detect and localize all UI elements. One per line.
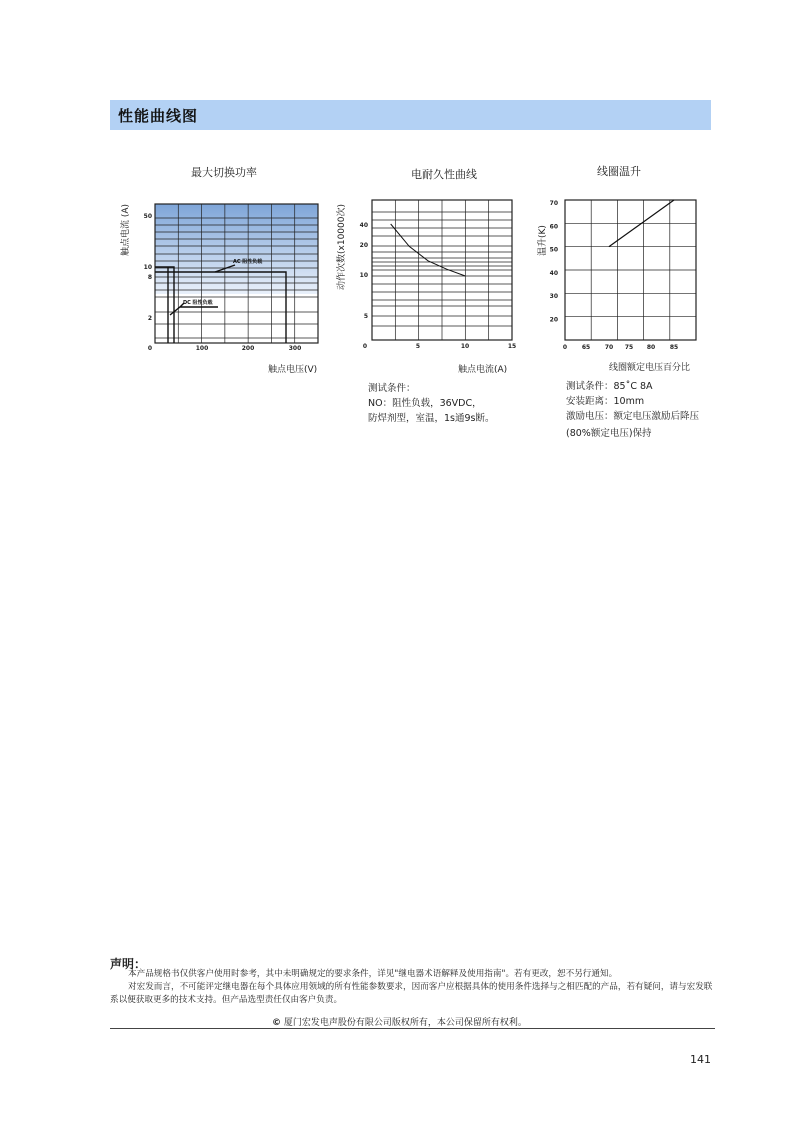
endurance-cond-line: NO：阻性负载，36VDC， (368, 398, 482, 409)
temp-cond-line: 安装距离：10mm (566, 396, 645, 407)
temp-ytick: 30 (549, 293, 558, 301)
temp-ytick: 60 (549, 223, 558, 231)
temp-ytick: 50 (549, 246, 558, 254)
power-ytick: 50 (143, 213, 152, 220)
temp-chart (548, 192, 708, 354)
power-chart-title: 最大切换功率 (191, 166, 257, 179)
declaration-paragraph-1: 本产品规格书仅供客户使用时参考，其中未明确规定的要求条件，详见"继电器术语解释及使用指南"。若有更改，恕不另行通知。 (128, 969, 618, 979)
endurance-chart (355, 192, 520, 354)
endurance-ytick: 20 (359, 242, 368, 249)
endurance-ytick: 10 (359, 272, 368, 279)
section-header (110, 100, 711, 130)
temp-ytick: 40 (549, 269, 558, 277)
temp-cond-line: 激励电压：额定电压激励后降压 (566, 411, 700, 422)
declaration-paragraph-2: 对宏发而言，不可能评定继电器在每个具体应用领域的所有性能参数要求，因而客户应根据具体的使用条件选择与之相匹配的产品，若有疑问，请与宏发联系以便获取更多的技术支持。但产品选型责任仅由客户负责。 (110, 982, 713, 1005)
power-ac-label: AC 阻性负载 (233, 259, 263, 265)
power-xtick: 200 (241, 345, 255, 352)
temp-xtick: 75 (624, 344, 634, 351)
endurance-chart-title: 电耐久性曲线 (411, 168, 477, 181)
copyright-line (272, 1015, 527, 1028)
endurance-xtick: 5 (415, 343, 421, 350)
temp-xtick: 0 (562, 344, 568, 351)
power-ytick: 10 (143, 264, 152, 271)
endurance-xtick: 10 (460, 343, 470, 350)
temp-chart-xlabel: 线圈额定电压百分比 (609, 363, 691, 373)
temp-conditions (566, 379, 699, 441)
copyright-text: 厦门宏发电声股份有限公司版权所有，本公司保留所有权利。 (283, 1018, 527, 1028)
power-xtick: 300 (288, 345, 302, 352)
power-chart (140, 195, 325, 355)
temp-xtick: 70 (604, 344, 614, 351)
endurance-chart-ylabel: 动作次数(x10000次) (337, 204, 347, 290)
power-ytick: 0 (147, 345, 152, 352)
endurance-chart-xlabel: 触点电流(A) (458, 365, 508, 375)
temp-xtick: 65 (581, 344, 591, 351)
power-chart-xlabel: 触点电压(V) (268, 365, 318, 375)
power-ytick: 8 (147, 274, 152, 281)
endurance-ytick: 5 (363, 313, 368, 320)
temp-chart-ylabel: 温升(K) (538, 225, 548, 256)
declaration-title: 声明： (110, 957, 147, 971)
endurance-curve (391, 224, 466, 276)
endurance-xtick: 0 (362, 343, 368, 350)
endurance-ytick: 40 (359, 222, 368, 229)
temp-ytick: 20 (549, 316, 558, 324)
temp-ytick: 70 (549, 200, 558, 207)
temp-xtick: 80 (646, 344, 656, 351)
copyright-symbol: © (272, 1018, 281, 1028)
footer-divider (110, 1028, 715, 1029)
temp-xtick: 85 (669, 344, 679, 351)
temp-cond-line: 测试条件：85˚C 8A (566, 381, 653, 392)
endurance-xtick: 15 (507, 343, 517, 350)
temp-cond-line: (80%额定电压)保持 (566, 428, 652, 439)
endurance-cond-line: 测试条件： (368, 383, 416, 394)
power-ytick: 2 (147, 315, 152, 322)
temp-chart-title: 线圈温升 (597, 165, 641, 178)
endurance-conditions (368, 381, 495, 426)
power-dc-label: DC 阻性负载 (183, 300, 213, 306)
power-chart-ylabel: 触点电流 (A) (121, 203, 131, 256)
power-chart-shaded-area (155, 204, 318, 294)
power-xtick: 100 (195, 345, 209, 352)
power-dc-curve (170, 307, 218, 315)
endurance-cond-line: 防焊剂型，室温，1s通9s断。 (368, 413, 495, 424)
section-title: 性能曲线图 (118, 107, 199, 125)
page-number: 141 (690, 1053, 711, 1066)
